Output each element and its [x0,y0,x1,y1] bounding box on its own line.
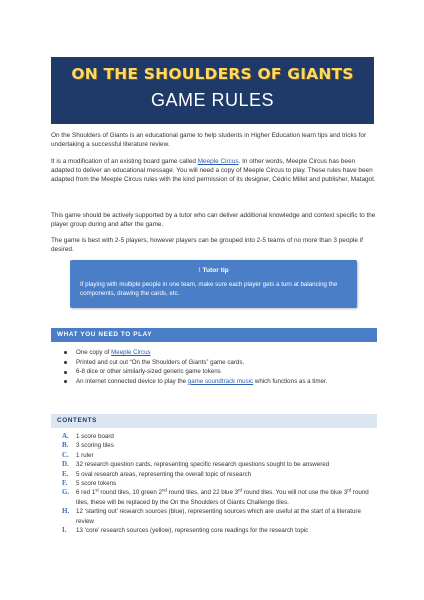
bullet-icon [64,351,67,354]
list-item [62,358,372,368]
ordinal-suffix: nd [161,487,167,493]
item-text: 12 ‘starting out’ research sources (blue), representing sources which are useful at the start of a literature review [76,508,361,525]
exclamation-icon: ! [198,267,201,274]
tutor-tip-label: Tutor tip [202,267,229,274]
meeple-circus-link[interactable]: Meeple Circus [111,349,151,356]
intro-paragraph-2 [51,157,377,185]
intro-text: It is a modification of an existing board game called [51,158,198,165]
list-item [62,460,372,469]
section-heading-contents: CONTENTS [51,414,377,428]
bullet-icon [64,380,67,383]
meeple-circus-link[interactable]: Meeple Circus [197,158,239,165]
item-text: An internet connected device to play the [76,377,188,385]
item-text: One copy of [76,349,112,356]
item-text: round tiles, these will be replaced by the On the Shoulders of Giants Challenge tiles. [76,489,369,506]
list-item [62,367,372,377]
list-item [62,507,372,526]
list-item [62,488,372,507]
item-letter: G. [62,488,70,497]
item-text: round tiles, 10 green 2 [98,489,162,497]
item-text: 6 red 1 [76,489,96,497]
document-title: ON THE SHOULDERS OF GIANTS [71,65,354,83]
item-letter: B. [62,441,69,450]
item-text: 6-8 dice or other similarly-sized generic game tokens [76,368,221,376]
list-item [62,479,372,488]
bullet-icon [64,361,67,364]
item-letter: C. [62,450,69,459]
need-list [62,348,372,386]
intro-text: . In other words, Meeple Circus has been adapted to deliver an educational message. You will need a copy of Meeple Circus to play. These rules have been adapted from the Meeple Circus rules with the kind permission of its designer, Cédric Millet and publisher, Matagot. [51,158,376,184]
section-heading-need: WHAT YOU NEED TO PLAY [51,328,377,342]
list-item [62,526,372,535]
list-item [62,451,372,460]
ordinal-suffix: rd [238,487,242,493]
intro-paragraph-1: On the Shoulders of Giants is an educational game to help students in Higher Education learn tips and tricks for undertaking a successful literature review. [51,132,367,149]
tutor-tip-box [70,260,357,308]
item-letter: I. [62,526,67,535]
list-item [62,348,372,358]
item-letter: D. [62,460,69,469]
document-subtitle: GAME RULES [150,90,275,110]
list-item [62,470,372,479]
item-text: which functions as a timer. [253,377,328,385]
contents-list [62,432,372,535]
item-text: 13 ‘core’ research sources (yellow), representing core readings for the research topic [76,527,309,535]
item-text: 1 score board [76,433,114,440]
item-letter: E. [62,469,69,478]
item-text: 5 oval research areas, representing the overall topic of research [76,470,252,478]
item-text: 5 score tokens [76,480,117,488]
bullet-icon [64,371,67,374]
intro-paragraph-4: The game is best with 2-5 players, however players can be grouped into 2-5 teams of no more than 3 people if desired. [51,237,363,254]
title-banner [51,57,374,124]
list-item [62,441,372,450]
item-text: 1 ruler [76,451,94,459]
tutor-tip-body: If playing with multiple people in one team, make sure each player gets a turn at balancing the components, drawing the cards, etc. [80,281,338,297]
intro-paragraph-3: This game should be actively supported by a tutor who can deliver additional knowledge and context specific to the player group during and after the game. [51,212,376,229]
list-item [62,377,372,387]
item-letter: A. [62,432,69,440]
list-item [62,432,372,441]
item-text: round tiles. You will not use the blue 3 [242,489,348,497]
item-letter: F. [62,479,68,488]
item-text: 3 scoring tiles [76,442,114,450]
item-text: 32 research question cards, representing specific research questions sought to be answered [76,461,330,469]
tutor-tip-title [70,267,357,274]
ordinal-suffix: rd [347,487,352,493]
soundtrack-music-link[interactable]: game soundtrack music [187,377,254,385]
item-letter: H. [62,507,70,516]
item-text: round tiles, and 22 blue 3 [166,489,239,497]
ordinal-suffix: st [95,487,99,493]
item-text: Printed and cut out “On the Shoulders of Giants” game cards. [76,358,245,366]
